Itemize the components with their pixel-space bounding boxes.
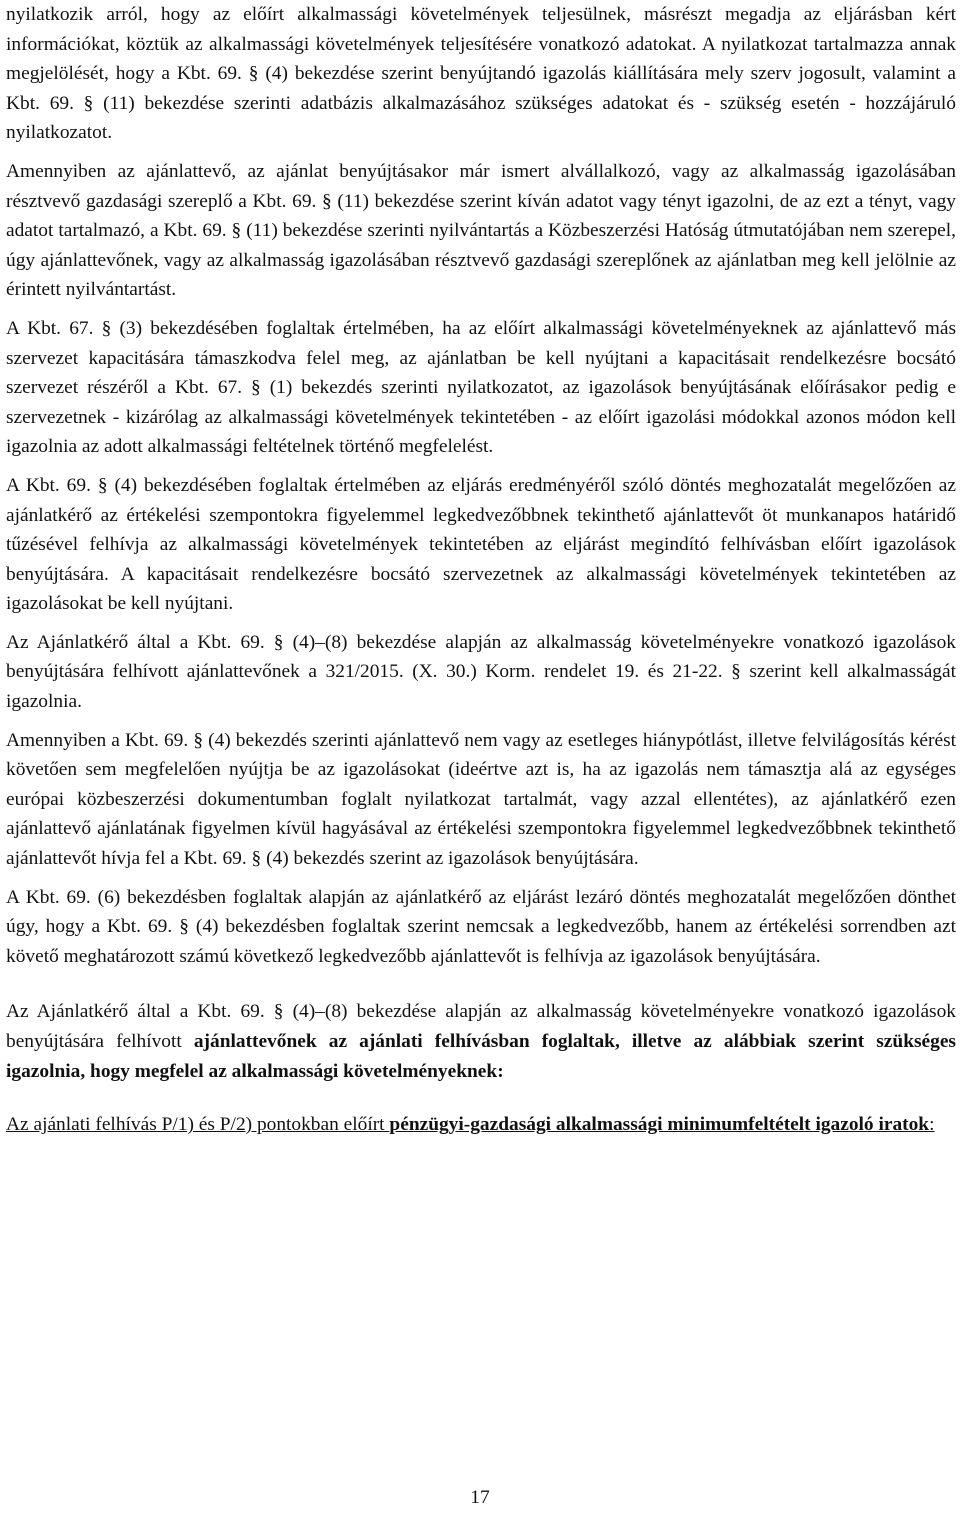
document-page <box>6 0 956 1140</box>
paragraph-1: nyilatkozik arról, hogy az előírt alkalmassági követelmények teljesülnek, másrészt megadja az eljárásban kért információkat, köztük az alkalmassági követelmények teljesítésére vonatkozó adatokat. A nyilatkozat tartalmazza annak megjelölését, hogy a Kbt. 69. § (4) bekezdése szerint benyújtandó igazolás kiállítására mely szerv jogosult, valamint a Kbt. 69. § (11) bekezdése szerinti adatbázis alkalmazásához szükséges adatokat és - szükség esetén - hozzájáruló nyilatkozatot. <box>6 4 956 144</box>
paragraph-8-bold: ajánlattevőnek az ajánlati felhívásban foglaltak, illetve az alábbiak szerint szükséges igazolnia, hogy megfelel az alkalmassági követelményeknek: <box>6 1031 956 1082</box>
paragraph-5: Az Ajánlatkérő által a Kbt. 69. § (4)–(8) bekezdése alapján az alkalmasság követelményekre vonatkozó igazolások benyújtására felhívott ajánlattevőnek a 321/2015. (X. 30.) Korm. rendelet 19. és 21-22. § szerint kell alkalmasságát igazolnia. <box>6 631 956 713</box>
paragraph-9 <box>6 1110 956 1140</box>
paragraph-9-tail: : <box>929 1114 935 1136</box>
paragraph-3: A Kbt. 67. § (3) bekezdésében foglaltak értelmében, ha az előírt alkalmassági követelményeknek az ajánlattevő más szervezet kapacitására támaszkodva felel meg, az ajánlatban be kell nyújtani a kapacitásait rendelkezésre bocsátó szervezet részéről a Kbt. 67. § (1) bekezdés szerinti nyilatkozatot, az igazolások benyújtásának előírásakor pedig e szervezetnek - kizárólag az alkalmassági követelmények tekintetében - az előírt igazolási módokkal azonos módon kell igazolnia az adott alkalmassági feltételnek történő megfelelést. <box>6 317 956 458</box>
paragraph-9-plain: Az ajánlati felhívás P/1) és P/2) pontokban előírt <box>6 1114 390 1136</box>
paragraph-9-bold: pénzügyi-gazdasági alkalmassági minimumfeltételt igazoló iratok <box>389 1114 930 1136</box>
paragraph-2: Amennyiben az ajánlattevő, az ajánlat benyújtásakor már ismert alvállalkozó, vagy az alkalmasság igazolásában résztvevő gazdasági szereplő a Kbt. 69. § (11) bekezdése szerint kíván adatot vagy tényt igazolni, de az ezt a tényt, vagy adatot tartalmazó, a Kbt. 69. § (11) bekezdése szerinti nyilvántartás a Közbeszerzési Hatóság útmutatójában nem szerepel, úgy ajánlattevőnek, vagy az alkalmasság igazolásában résztvevő gazdasági szereplőnek az ajánlatban meg kell jelölnie az érintett nyilvántartást. <box>6 160 956 301</box>
page-number: 17 <box>470 1487 490 1508</box>
paragraph-7: A Kbt. 69. (6) bekezdésben foglaltak alapján az ajánlatkérő az eljárást lezáró döntés meghozatalát megelőzően dönthet úgy, hogy a Kbt. 69. § (4) bekezdésben foglaltak szerint nemcsak a legkedvezőbb, hanem az értékelési sorrendben azt követő meghatározott számú következő legkedvezőbb ajánlattevőt is felhívja az igazolások benyújtására. <box>6 886 956 967</box>
paragraph-8 <box>6 997 956 1086</box>
paragraph-6: Amennyiben a Kbt. 69. § (4) bekezdés szerinti ajánlattevő nem vagy az esetleges hiánypótlást, illetve felvilágosítás kérést követően sem megfelelően nyújtja be az igazolásokat (ideértve azt is, ha az igazolás nem támasztja alá az egységes európai közbeszerzési dokumentumban foglalt nyilatkozat tartalmát, vagy azzal ellentétes), az ajánlatkérő ezen ajánlattevő ajánlatának figyelmen kívül hagyásával az értékelési szempontokra figyelemmel legkedvezőbbnek tekinthető ajánlattevőt hívja fel a Kbt. 69. § (4) bekezdés szerint az igazolások benyújtására. <box>6 729 956 870</box>
paragraph-8-plain: Az Ajánlatkérő által a Kbt. 69. § (4)–(8) bekezdése alapján az alkalmasság követelményekre vonatkozó igazolások benyújtására felhívott <box>6 1001 956 1052</box>
paragraph-4: A Kbt. 69. § (4) bekezdésében foglaltak értelmében az eljárás eredményéről szóló döntés meghozatalát megelőzően az ajánlatkérő az értékelési szempontokra figyelemmel legkedvezőbbnek tekinthető ajánlattevőt öt munkanapos határidő tűzésével felhívja az alkalmassági követelmények tekintetében az eljárást megindító felhívásban előírt igazolások benyújtására. A kapacitásait rendelkezésre bocsátó szervezetnek az alkalmassági követelmények tekintetében az igazolásokat be kell nyújtani. <box>6 474 956 615</box>
